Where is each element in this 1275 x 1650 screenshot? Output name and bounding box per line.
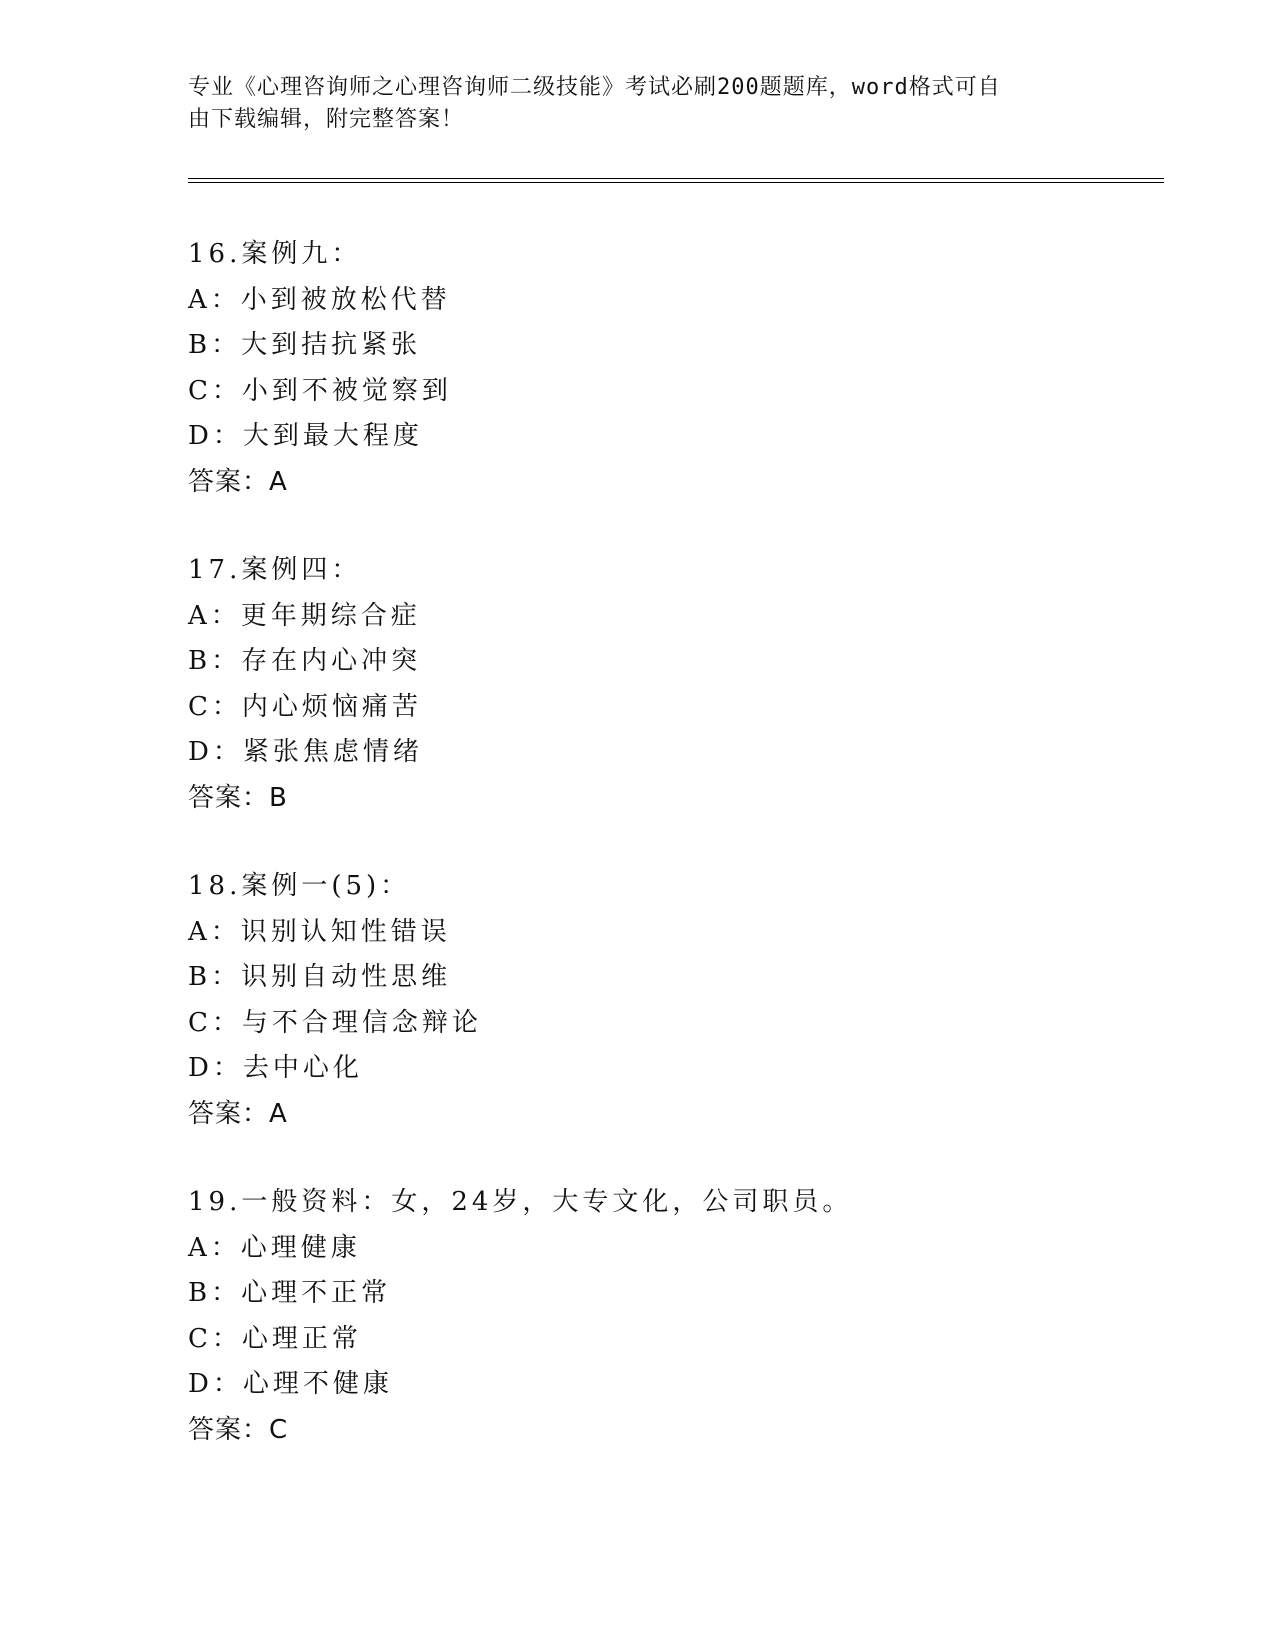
question-16 bbox=[188, 232, 1088, 505]
option-a: A：心理健康 bbox=[188, 1232, 361, 1263]
option-c: C：内心烦恼痛苦 bbox=[188, 691, 422, 722]
answer: 答案：C bbox=[188, 1414, 289, 1445]
option-d: D：大到最大程度 bbox=[188, 421, 423, 451]
option-b: B：存在内心冲突 bbox=[188, 646, 422, 676]
option-b: B：识别自动性思维 bbox=[188, 962, 452, 992]
question-19 bbox=[188, 1180, 1088, 1453]
header-line-2: 由下载编辑，附完整答案！ bbox=[188, 107, 465, 132]
answer: 答案：A bbox=[188, 1098, 288, 1129]
option-c: C：小到不被觉察到 bbox=[188, 375, 452, 406]
header-line-1: 专业《心理咨询师之心理咨询师二级技能》考试必刷200题题库，word格式可自 bbox=[188, 75, 1001, 100]
option-b: B：大到拮抗紧张 bbox=[188, 330, 422, 360]
option-a: A：识别认知性错误 bbox=[188, 916, 451, 947]
answer: 答案：A bbox=[188, 466, 288, 497]
question-17 bbox=[188, 548, 1088, 821]
option-c: C：心理正常 bbox=[188, 1323, 362, 1354]
question-stem: 18.案例一(5)： bbox=[188, 871, 411, 901]
question-stem: 16.案例九： bbox=[188, 239, 362, 269]
page-header bbox=[188, 72, 1068, 136]
option-d: D：紧张焦虑情绪 bbox=[188, 737, 423, 767]
option-c: C：与不合理信念辩论 bbox=[188, 1007, 482, 1038]
question-stem: 19.一般资料：女，24岁，大专文化，公司职员。 bbox=[188, 1187, 853, 1217]
option-b: B：心理不正常 bbox=[188, 1278, 392, 1308]
question-18 bbox=[188, 864, 1088, 1137]
option-d: D：心理不健康 bbox=[188, 1369, 393, 1399]
answer: 答案：B bbox=[188, 782, 288, 813]
header-divider bbox=[188, 178, 1164, 183]
option-d: D：去中心化 bbox=[188, 1053, 363, 1083]
option-a: A：更年期综合症 bbox=[188, 600, 421, 631]
question-stem: 17.案例四： bbox=[188, 555, 362, 585]
option-a: A：小到被放松代替 bbox=[188, 284, 451, 315]
